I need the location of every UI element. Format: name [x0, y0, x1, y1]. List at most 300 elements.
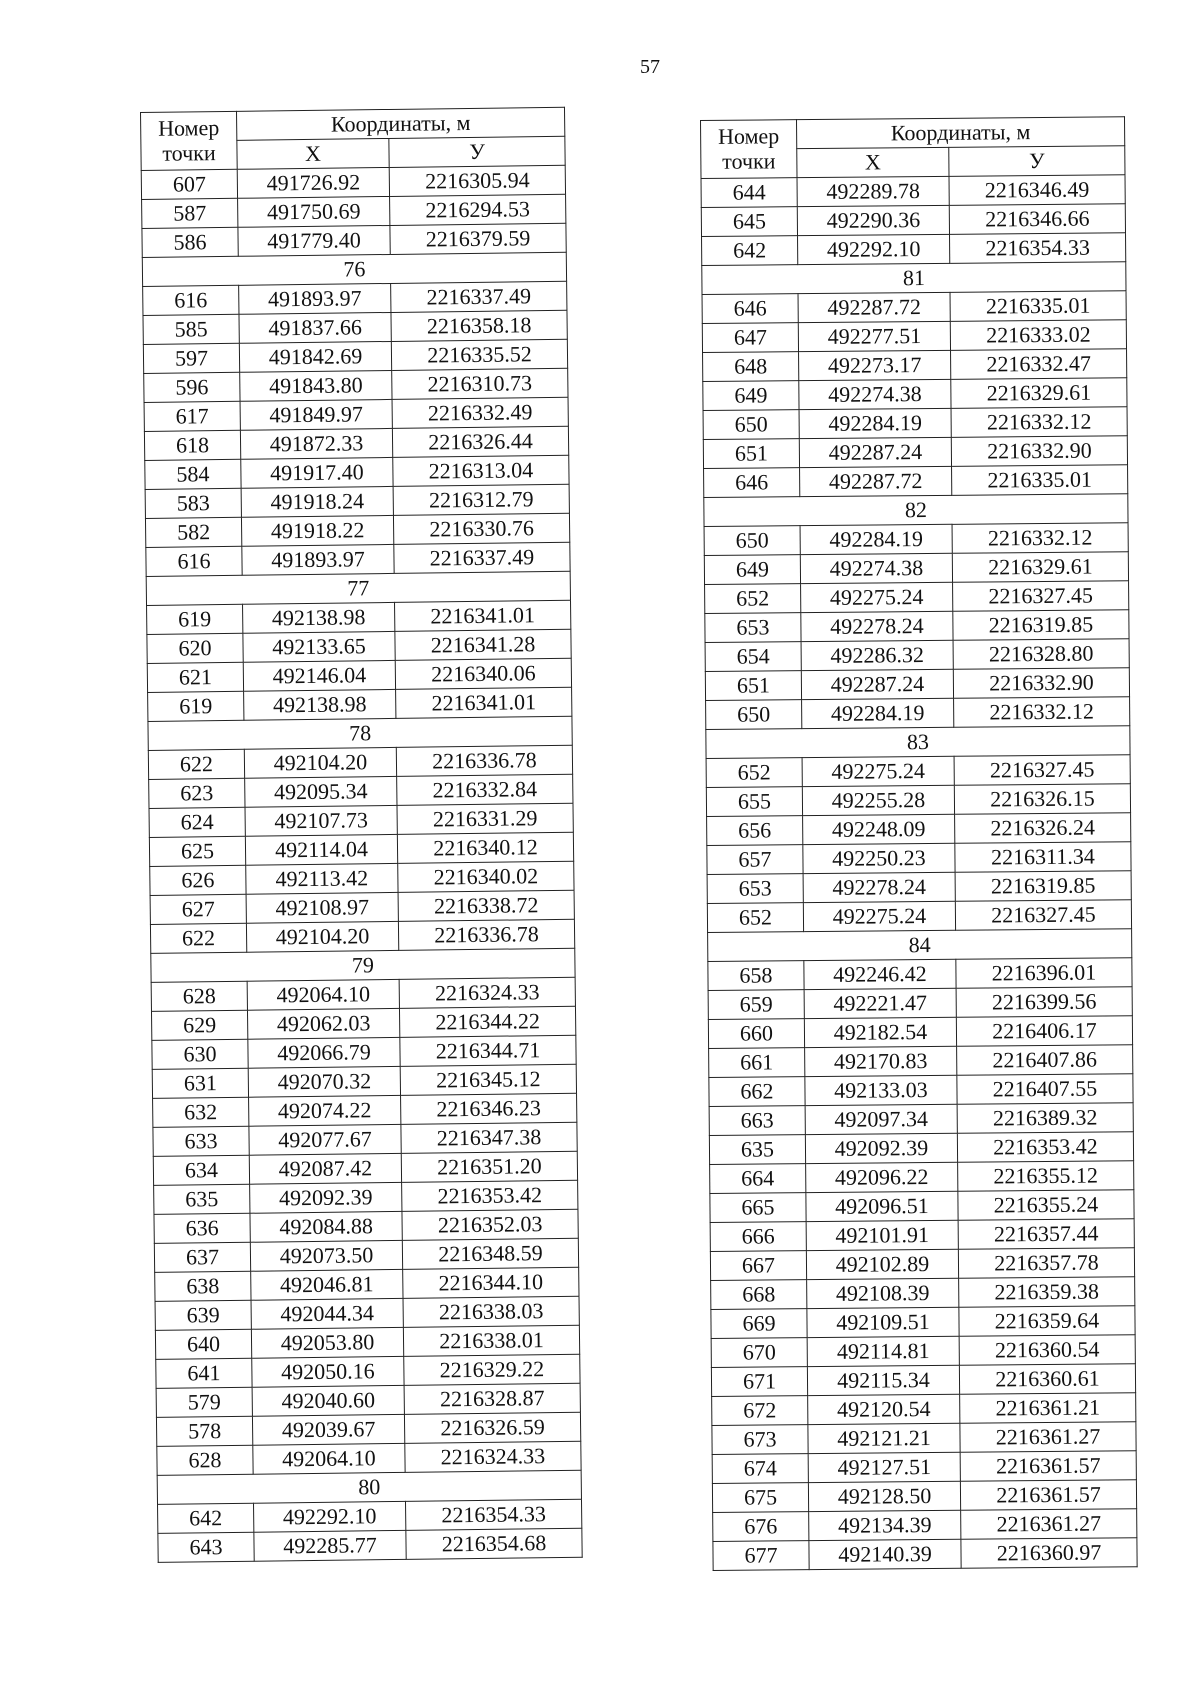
table-row: [712, 1451, 1136, 1484]
table-row: [701, 204, 1125, 237]
point-number-cell: 636: [154, 1213, 250, 1243]
table-row: [707, 842, 1131, 875]
x-coordinate-cell: 491918.24: [241, 486, 393, 517]
x-coordinate-cell: 492274.38: [799, 379, 951, 409]
x-coordinate-cell: 492064.10: [247, 979, 399, 1010]
y-coordinate-cell: 2216344.10: [403, 1267, 579, 1298]
x-coordinate-cell: 491893.97: [242, 544, 394, 575]
group-label: 76: [142, 252, 566, 286]
table-row: [709, 1103, 1133, 1136]
x-coordinate-cell: 492077.67: [249, 1124, 401, 1155]
group-row: [706, 726, 1130, 759]
y-coordinate-cell: 2216352.03: [402, 1209, 578, 1240]
table-row: [713, 1538, 1137, 1571]
point-number-cell: 667: [710, 1251, 806, 1281]
y-coordinate-cell: 2216335.01: [950, 291, 1126, 322]
group-row: [708, 929, 1132, 962]
y-coordinate-cell: 2216341.01: [395, 600, 571, 631]
point-number-cell: 633: [153, 1126, 249, 1156]
y-coordinate-cell: 2216332.90: [953, 668, 1129, 699]
y-coordinate-cell: 2216360.54: [959, 1335, 1135, 1366]
point-number-cell: 582: [145, 517, 241, 547]
point-number-cell: 628: [151, 981, 247, 1011]
right-table-body: [701, 175, 1137, 1571]
group-label: 81: [702, 262, 1126, 295]
x-coordinate-cell: 492109.51: [807, 1307, 959, 1337]
x-coordinate-cell: 492277.51: [798, 321, 950, 351]
point-number-cell: 641: [156, 1358, 252, 1388]
point-number-cell: 672: [712, 1396, 808, 1426]
point-number-cell: 619: [147, 604, 243, 634]
table-row: [708, 958, 1132, 991]
left-table-body: [141, 165, 582, 1562]
point-number-cell: 657: [707, 845, 803, 875]
y-coordinate-cell: 2216353.42: [957, 1132, 1133, 1163]
table-row: [702, 291, 1126, 324]
point-header-line2: точки: [162, 139, 216, 166]
y-coordinate-cell: 2216335.52: [391, 339, 567, 370]
point-number-cell: 607: [141, 169, 237, 199]
point-number-cell: 627: [150, 894, 246, 924]
point-number-cell: 622: [148, 749, 244, 779]
point-number-cell: 677: [713, 1541, 809, 1571]
x-coordinate-cell: 492107.73: [245, 805, 397, 836]
x-coordinate-cell: 492064.10: [253, 1443, 405, 1474]
table-row: [703, 349, 1127, 382]
x-coordinate-cell: 492221.47: [804, 988, 956, 1018]
point-number-cell: 617: [144, 401, 240, 431]
x-coordinate-cell: 491837.66: [239, 312, 391, 343]
y-coordinate-cell: 2216341.01: [396, 687, 572, 718]
y-coordinate-cell: 2216341.28: [395, 629, 571, 660]
table-row: [703, 436, 1127, 469]
y-coordinate-cell: 2216361.27: [960, 1422, 1136, 1453]
y-coordinate-cell: 2216326.44: [392, 426, 568, 457]
point-number-cell: 653: [707, 874, 803, 904]
y-coordinate-cell: 2216338.01: [403, 1325, 579, 1356]
x-coordinate-cell: 492062.03: [247, 1008, 399, 1039]
point-number-cell: 648: [703, 352, 799, 382]
table-row: [707, 871, 1131, 904]
x-coordinate-cell: 492044.34: [251, 1298, 403, 1329]
x-coordinate-cell: 492278.24: [801, 611, 953, 641]
point-number-cell: 625: [149, 836, 245, 866]
x-coordinate-cell: 492133.03: [805, 1075, 957, 1105]
point-number-header: [701, 120, 798, 179]
table-row: [708, 987, 1132, 1020]
y-coordinate-cell: 2216332.90: [951, 436, 1127, 467]
table-row: [706, 784, 1130, 817]
y-coordinate-cell: 2216328.87: [404, 1383, 580, 1414]
group-row: [704, 494, 1128, 527]
x-coordinate-cell: 491750.69: [238, 196, 390, 227]
y-coordinate-cell: 2216324.33: [399, 977, 575, 1008]
point-number-cell: 642: [702, 236, 798, 266]
point-number-cell: 663: [709, 1106, 805, 1136]
table-row: [705, 581, 1129, 614]
y-coordinate-cell: 2216311.34: [955, 842, 1131, 873]
table-row: [710, 1161, 1134, 1194]
y-coordinate-cell: 2216360.97: [961, 1538, 1137, 1569]
y-coordinate-cell: 2216337.49: [391, 281, 567, 312]
point-number-cell: 579: [156, 1387, 252, 1417]
y-coordinate-cell: 2216361.57: [960, 1480, 1136, 1511]
point-number-cell: 649: [703, 381, 799, 411]
y-coordinate-cell: 2216319.85: [953, 610, 1129, 641]
y-coordinate-cell: 2216312.79: [393, 484, 569, 515]
point-number-cell: 619: [148, 691, 244, 721]
coordinates-table-left: [140, 107, 583, 1563]
point-number-cell: 638: [155, 1271, 251, 1301]
x-coordinate-cell: 492273.17: [799, 350, 951, 380]
x-coordinate-cell: 491779.40: [238, 225, 390, 256]
x-coordinate-cell: 492287.24: [801, 669, 953, 699]
point-header-line1: Номер: [157, 115, 220, 142]
point-number-cell: 585: [143, 314, 239, 344]
table-row: [704, 552, 1128, 585]
table-row: [709, 1045, 1133, 1078]
y-coordinate-cell: 2216399.56: [956, 987, 1132, 1018]
point-number-cell: 645: [701, 207, 797, 237]
y-coordinate-cell: 2216330.76: [393, 513, 569, 544]
x-header: X: [237, 138, 389, 169]
x-coordinate-cell: 492275.24: [803, 901, 955, 931]
x-coordinate-cell: 492066.79: [248, 1037, 400, 1068]
table-row: [158, 1528, 582, 1562]
y-coordinate-cell: 2216333.02: [950, 320, 1126, 351]
x-coordinate-cell: 491918.22: [241, 515, 393, 546]
y-coordinate-cell: 2216327.45: [953, 581, 1129, 612]
coordinates-header: Координаты, м: [236, 107, 564, 140]
coordinates-header: Координаты, м: [797, 117, 1125, 149]
x-coordinate-cell: 492073.50: [250, 1240, 402, 1271]
x-coordinate-cell: 492285.77: [254, 1530, 406, 1561]
point-number-cell: 646: [704, 468, 800, 498]
point-number-cell: 673: [712, 1425, 808, 1455]
y-coordinate-cell: 2216344.71: [400, 1035, 576, 1066]
x-coordinate-cell: 492097.34: [805, 1104, 957, 1134]
y-coordinate-cell: 2216358.18: [391, 310, 567, 341]
x-coordinate-cell: 492050.16: [252, 1356, 404, 1387]
y-coordinate-cell: 2216329.61: [951, 378, 1127, 409]
y-coordinate-cell: 2216360.61: [959, 1364, 1135, 1395]
y-coordinate-cell: 2216353.42: [402, 1180, 578, 1211]
table-row: [709, 1132, 1133, 1165]
x-coordinate-cell: 492096.22: [806, 1162, 958, 1192]
x-coordinate-cell: 491849.97: [240, 399, 392, 430]
y-coordinate-cell: 2216389.32: [957, 1103, 1133, 1134]
group-label: 80: [157, 1470, 581, 1504]
point-number-cell: 650: [703, 410, 799, 440]
x-coordinate-cell: 492286.32: [801, 640, 953, 670]
group-label: 79: [151, 948, 575, 982]
x-coordinate-cell: 492287.24: [799, 437, 951, 467]
x-coordinate-cell: 492095.34: [245, 776, 397, 807]
point-number-cell: 670: [711, 1338, 807, 1368]
point-number-cell: 628: [157, 1445, 253, 1475]
x-coordinate-cell: 492138.98: [244, 689, 396, 720]
table-row: [711, 1335, 1135, 1368]
group-label: 82: [704, 494, 1128, 527]
point-number-cell: 637: [154, 1242, 250, 1272]
point-number-cell: 642: [158, 1503, 254, 1533]
x-coordinate-cell: 492292.10: [798, 234, 950, 264]
table-row: [706, 697, 1130, 730]
table-row: [703, 407, 1127, 440]
x-coordinate-cell: 492120.54: [808, 1394, 960, 1424]
y-coordinate-cell: 2216338.72: [398, 890, 574, 921]
y-coordinate-cell: 2216335.01: [952, 465, 1128, 496]
table-row: [713, 1509, 1137, 1542]
x-coordinate-cell: 492074.22: [249, 1095, 401, 1126]
x-coordinate-cell: 491872.33: [240, 428, 392, 459]
y-coordinate-cell: 2216361.21: [960, 1393, 1136, 1424]
point-number-cell: 643: [158, 1532, 254, 1562]
x-coordinate-cell: 492040.60: [252, 1385, 404, 1416]
y-coordinate-cell: 2216351.20: [401, 1151, 577, 1182]
point-number-cell: 652: [705, 584, 801, 614]
table-row: [705, 610, 1129, 643]
point-number-cell: 626: [150, 865, 246, 895]
point-number-cell: 616: [143, 285, 239, 315]
x-coordinate-cell: 492128.50: [808, 1481, 960, 1511]
x-coordinate-cell: 492092.39: [805, 1133, 957, 1163]
x-coordinate-cell: 492250.23: [803, 843, 955, 873]
y-coordinate-cell: 2216340.06: [395, 658, 571, 689]
y-coordinate-cell: 2216344.22: [399, 1006, 575, 1037]
y-coordinate-cell: 2216305.94: [389, 165, 565, 196]
table-row: [712, 1480, 1136, 1513]
x-coordinate-cell: 491726.92: [237, 167, 389, 198]
x-coordinate-cell: 492140.39: [809, 1539, 961, 1569]
point-number-cell: 666: [710, 1222, 806, 1252]
table-row: [711, 1277, 1135, 1310]
point-number-cell: 646: [702, 294, 798, 324]
point-number-cell: 584: [145, 459, 241, 489]
table-row: [704, 523, 1128, 556]
y-coordinate-cell: 2216354.68: [406, 1528, 582, 1559]
point-number-cell: 671: [711, 1367, 807, 1397]
y-coordinate-cell: 2216340.02: [398, 861, 574, 892]
point-header-line1: Номер: [717, 123, 780, 150]
y-coordinate-cell: 2216359.64: [959, 1306, 1135, 1337]
y-header: У: [949, 146, 1125, 177]
x-coordinate-cell: 492084.88: [250, 1211, 402, 1242]
point-number-cell: 662: [709, 1077, 805, 1107]
y-coordinate-cell: 2216319.85: [955, 871, 1131, 902]
point-number-cell: 651: [705, 671, 801, 701]
x-coordinate-cell: 492039.67: [252, 1414, 404, 1445]
x-coordinate-cell: 492108.97: [246, 892, 398, 923]
point-number-cell: 644: [701, 178, 797, 208]
x-coordinate-cell: 492287.72: [800, 466, 952, 496]
point-number-cell: 587: [142, 198, 238, 228]
point-number-cell: 596: [144, 372, 240, 402]
table-row: [703, 378, 1127, 411]
x-coordinate-cell: 492087.42: [249, 1153, 401, 1184]
point-number-cell: 622: [150, 923, 246, 953]
y-coordinate-cell: 2216336.78: [398, 919, 574, 950]
group-label: 77: [146, 571, 570, 605]
x-coordinate-cell: 492046.81: [251, 1269, 403, 1300]
y-coordinate-cell: 2216348.59: [402, 1238, 578, 1269]
y-coordinate-cell: 2216328.80: [953, 639, 1129, 670]
x-coordinate-cell: 492248.09: [803, 814, 955, 844]
point-number-cell: 635: [709, 1135, 805, 1165]
y-coordinate-cell: 2216338.03: [403, 1296, 579, 1327]
x-coordinate-cell: 492284.19: [800, 524, 952, 554]
point-number-cell: 665: [710, 1193, 806, 1223]
point-number-cell: 634: [153, 1155, 249, 1185]
y-coordinate-cell: 2216406.17: [956, 1016, 1132, 1047]
x-coordinate-cell: 492146.04: [243, 660, 395, 691]
y-coordinate-cell: 2216345.12: [400, 1064, 576, 1095]
y-coordinate-cell: 2216332.49: [392, 397, 568, 428]
coordinates-table-right: [700, 116, 1138, 1571]
point-number-cell: 624: [149, 807, 245, 837]
point-number-cell: 650: [706, 700, 802, 730]
y-coordinate-cell: 2216324.33: [405, 1441, 581, 1472]
point-number-cell: 635: [154, 1184, 250, 1214]
point-number-cell: 651: [703, 439, 799, 469]
point-number-cell: 655: [706, 787, 802, 817]
point-number-cell: 668: [711, 1280, 807, 1310]
y-coordinate-cell: 2216332.84: [397, 774, 573, 805]
point-number-cell: 664: [710, 1164, 806, 1194]
x-coordinate-cell: 492274.38: [800, 553, 952, 583]
x-coordinate-cell: 492278.24: [803, 872, 955, 902]
x-coordinate-cell: 492290.36: [797, 205, 949, 235]
y-coordinate-cell: 2216361.57: [960, 1451, 1136, 1482]
x-coordinate-cell: 492289.78: [797, 176, 949, 206]
y-coordinate-cell: 2216407.86: [957, 1045, 1133, 1076]
y-coordinate-cell: 2216313.04: [393, 455, 569, 486]
y-coordinate-cell: 2216357.78: [958, 1248, 1134, 1279]
point-number-cell: 649: [704, 555, 800, 585]
y-coordinate-cell: 2216332.12: [951, 407, 1127, 438]
point-number-cell: 650: [704, 526, 800, 556]
point-number-cell: 660: [708, 1019, 804, 1049]
x-coordinate-cell: 492284.19: [802, 698, 954, 728]
table-row: [707, 813, 1131, 846]
table-row: [704, 465, 1128, 498]
y-coordinate-cell: 2216326.24: [955, 813, 1131, 844]
y-coordinate-cell: 2216354.33: [405, 1499, 581, 1530]
x-coordinate-cell: 491842.69: [239, 341, 391, 372]
point-number-cell: 620: [147, 633, 243, 663]
point-number-cell: 654: [705, 642, 801, 672]
point-number-cell: 629: [151, 1010, 247, 1040]
y-coordinate-cell: 2216332.12: [952, 523, 1128, 554]
point-number-cell: 597: [143, 343, 239, 373]
table-row: [702, 320, 1126, 353]
x-coordinate-cell: 492114.04: [245, 834, 397, 865]
point-number-cell: 630: [152, 1039, 248, 1069]
y-coordinate-cell: 2216326.15: [954, 784, 1130, 815]
point-number-cell: 586: [142, 227, 238, 257]
point-number-cell: 618: [144, 430, 240, 460]
page-number: 57: [640, 56, 660, 78]
y-coordinate-cell: 2216359.38: [959, 1277, 1135, 1308]
x-coordinate-cell: 492092.39: [250, 1182, 402, 1213]
y-coordinate-cell: 2216329.22: [404, 1354, 580, 1385]
x-coordinate-cell: 492284.19: [799, 408, 951, 438]
y-coordinate-cell: 2216347.38: [401, 1122, 577, 1153]
table-row: [712, 1393, 1136, 1426]
x-coordinate-cell: 492275.24: [801, 582, 953, 612]
table-row: [710, 1219, 1134, 1252]
table-row: [710, 1248, 1134, 1281]
x-coordinate-cell: 492138.98: [243, 602, 395, 633]
x-coordinate-cell: 492108.39: [807, 1278, 959, 1308]
point-number-cell: 659: [708, 990, 804, 1020]
x-coordinate-cell: 492070.32: [248, 1066, 400, 1097]
y-coordinate-cell: 2216340.12: [397, 832, 573, 863]
point-header-line2: точки: [722, 147, 776, 174]
y-coordinate-cell: 2216327.45: [955, 900, 1131, 931]
group-label: 83: [706, 726, 1130, 759]
point-number-cell: 578: [156, 1416, 252, 1446]
table-row: [710, 1190, 1134, 1223]
x-coordinate-cell: 492104.20: [244, 747, 396, 778]
x-coordinate-cell: 492104.20: [246, 921, 398, 952]
y-coordinate-cell: 2216354.33: [950, 233, 1126, 264]
point-number-cell: 631: [152, 1068, 248, 1098]
y-coordinate-cell: 2216355.12: [958, 1161, 1134, 1192]
x-coordinate-cell: 492182.54: [804, 1017, 956, 1047]
table-row: [705, 639, 1129, 672]
x-coordinate-cell: 492053.80: [251, 1327, 403, 1358]
x-coordinate-cell: 491917.40: [241, 457, 393, 488]
y-coordinate-cell: 2216336.78: [396, 745, 572, 776]
point-number-cell: 676: [713, 1512, 809, 1542]
y-coordinate-cell: 2216329.61: [952, 552, 1128, 583]
x-coordinate-cell: 492133.65: [243, 631, 395, 662]
point-number-cell: 647: [702, 323, 798, 353]
y-coordinate-cell: 2216331.29: [397, 803, 573, 834]
table-row: [708, 1016, 1132, 1049]
point-number-cell: 674: [712, 1454, 808, 1484]
x-coordinate-cell: 491843.80: [240, 370, 392, 401]
x-coordinate-cell: 492292.10: [254, 1501, 406, 1532]
y-coordinate-cell: 2216355.24: [958, 1190, 1134, 1221]
x-coordinate-cell: 492121.21: [808, 1423, 960, 1453]
point-number-cell: 623: [149, 778, 245, 808]
y-header: У: [389, 136, 565, 167]
y-coordinate-cell: 2216407.55: [957, 1074, 1133, 1105]
x-coordinate-cell: 492113.42: [246, 863, 398, 894]
table-row: [711, 1364, 1135, 1397]
y-coordinate-cell: 2216379.59: [390, 223, 566, 254]
point-number-cell: 658: [708, 961, 804, 991]
point-number-cell: 616: [146, 546, 242, 576]
group-row: [702, 262, 1126, 295]
y-coordinate-cell: 2216294.53: [390, 194, 566, 225]
x-coordinate-cell: 492115.34: [807, 1365, 959, 1395]
y-coordinate-cell: 2216346.23: [401, 1093, 577, 1124]
group-label: 78: [148, 716, 572, 750]
point-number-cell: 653: [705, 613, 801, 643]
x-coordinate-cell: 492246.42: [804, 959, 956, 989]
point-number-cell: 656: [707, 816, 803, 846]
x-coordinate-cell: 492101.91: [806, 1220, 958, 1250]
y-coordinate-cell: 2216327.45: [954, 755, 1130, 786]
table-row: [707, 900, 1131, 933]
point-number-cell: 661: [709, 1048, 805, 1078]
table-row: [705, 668, 1129, 701]
x-coordinate-cell: 492114.81: [807, 1336, 959, 1366]
table-row: [709, 1074, 1133, 1107]
